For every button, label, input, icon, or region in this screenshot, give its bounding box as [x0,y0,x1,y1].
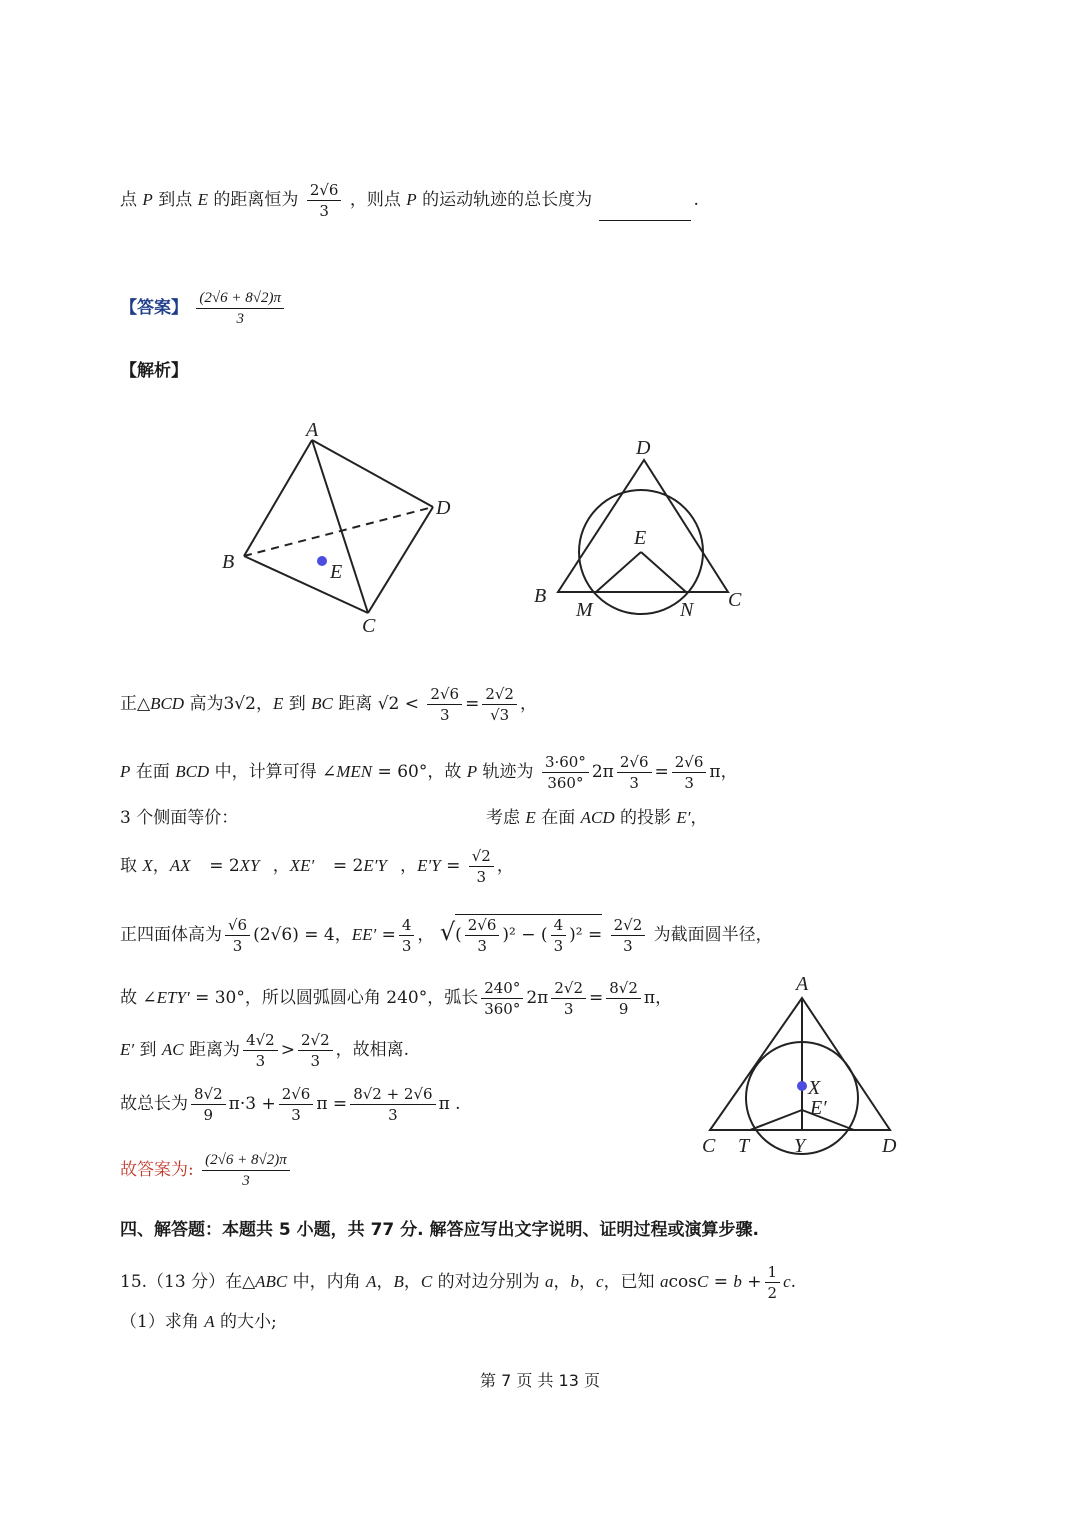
text: 到点 [158,190,193,210]
page-footer: 第 7 页 共 13 页 [480,1371,600,1390]
line-7: E′ 到 AC 距离为 $\frac{4√2}{3}$ > $\frac{2√2}{3}$ ，故相离. [120,1031,410,1070]
question-15-part-1: （1）求角 A 的大小; [120,1312,277,1332]
text: . [693,190,699,210]
fraction: $\frac{2√6}{3}$ [307,180,342,221]
label-b: B [222,551,235,573]
label-x: X [808,1077,821,1099]
point-e [317,556,327,566]
question-15: 15.（13 分）在△ABC 中，内角 A，B，C 的对边分别为 a，b，c，已知 acosC = b + $\frac{1}{2}$ c. [120,1263,797,1302]
line-8: 故总长为 $\frac{8√2}{9}$ π·3 + $\frac{2√6}{3}$ π = $\frac{8√2 + 2√6}{3}$ π . [120,1085,461,1124]
text: ，则点 [349,190,401,210]
label-c: C [728,589,742,611]
figure-triangle-circle [530,430,760,630]
text: 的距离恒为 [213,190,299,210]
text: 的运动轨迹的总长度为 [422,190,593,210]
analysis-tag: 【解析】 [120,361,188,381]
line-2: P 在面 BCD 中，计算可得 ∠MEN = 60°，故 P 轨迹为 $\frac{3\cdot 60^\circ}{360^\circ}$ 2π $\frac{2√6}{3}$ = $\frac{2√6}{3}$ π， [120,753,738,792]
label-e: E [634,527,647,549]
label-m: M [576,599,593,621]
figure-tetrahedron [210,410,470,640]
answer-line [120,288,287,329]
label-a: A [306,419,319,441]
label-d: D [636,437,651,459]
label-c: C [702,1135,716,1157]
var: P [142,190,153,209]
label-d: D [882,1135,897,1157]
line-3b: 考虑 E 在面 ACD 的投影 E′， [486,808,708,828]
answer-blank [599,202,691,221]
label-c: C [362,615,376,637]
line-6: 故 ∠ETY′ = 30°，所以圆弧圆心角 240°，弧长 $\frac{240^\circ}{360^\circ}$ 2π $\frac{2√2}{3}$ = $\frac{8√2}{9}$ π， [120,979,673,1018]
text: 点 [120,190,137,210]
label-y: Y [794,1135,806,1157]
label-t: T [738,1135,750,1157]
var: P [406,190,417,209]
point-x [797,1081,807,1091]
label-d: D [436,497,451,519]
label-e: E [330,561,343,583]
var: E [197,190,208,209]
line-3: 3 个侧面等价： [120,808,239,828]
figure-face-acd [690,970,920,1180]
label-e-prime: E′ [810,1097,827,1119]
line-5: 正四面体高为 $\frac{√6}{3}$ (2√6) = 4，EE′ = $\frac{4}{3}$ ， √( $\frac{2√6}{3}$ )² − ( $\frac{4}{3}$ )² = $\frac{2√2}{3}$ 为截面圆半径， [120,916,773,955]
answer-fraction: $\frac{(2√6 + 8√2)\pi}{3}$ [196,288,284,329]
label-b: B [534,585,547,607]
line-4: 取 X，AX⃗ = 2XY⃗，XE′⃗ = 2E′Y⃗，E′Y = $\frac{√2}{3}$ ， [120,847,514,886]
question-tail [120,180,699,221]
final-answer-line: 故答案为: $\frac{(2√6 + 8√2)\pi}{3}$ [120,1150,293,1191]
line-1: 正△BCD 高为3√2，E 到 BC 距离 √2 < $\frac{2√6}{3}$ = $\frac{2√2}{√3}$ ， [120,685,537,724]
label-a: A [796,973,809,995]
label-n: N [680,599,694,621]
answer-tag: 【答案】 [120,298,188,318]
section-heading: 四、解答题：本题共 5 小题，共 77 分. 解答应写出文字说明、证明过程或演算步骤. [120,1220,759,1240]
